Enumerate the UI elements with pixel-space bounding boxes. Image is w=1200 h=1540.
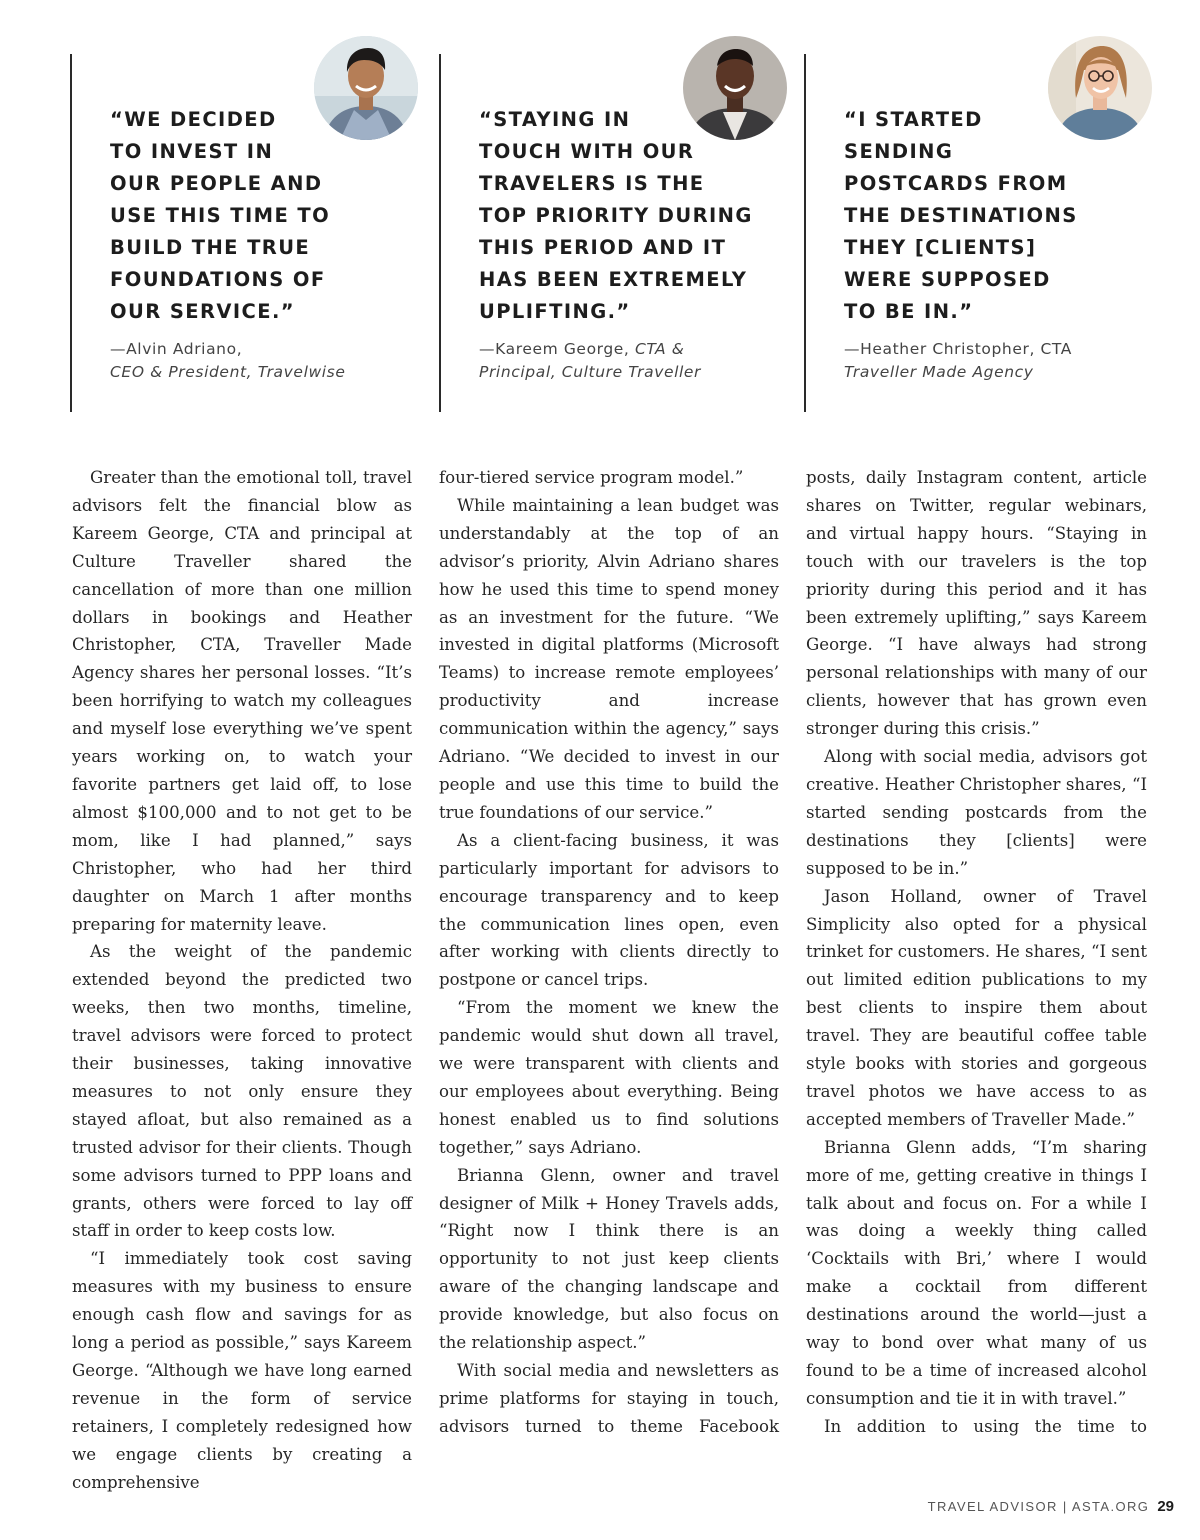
attribution-title-line1: CTA & [634, 340, 685, 358]
pull-quote-christopher [804, 54, 1154, 412]
article-column-2 [439, 464, 779, 1441]
pull-quote-attribution [479, 338, 701, 384]
paragraph: “From the moment we knew the pandemic would shut down all travel, we were transparent with clients and our employees about everything. Being honest enabled us to find solutions together,” says Adriano. [439, 998, 779, 1157]
pull-quote-attribution [844, 338, 1072, 384]
paragraph: In addition to using the time to [824, 1416, 1147, 1436]
paragraph: While maintaining a lean budget was understandably at the top of an advisor’s priority, Alvin Adriano shares how he used this time to spend money as an investment for the future. “We invested in digital platforms (Microsoft Teams) to increase remote employees’ productivity and increase communication within the agency,” says Adriano. “We decided to invest in our people and use this time to build the true foundations of our service.” [439, 495, 779, 822]
attribution-name: —Kareem George, [479, 340, 630, 358]
attribution-title-line2: Principal, Culture Traveller [479, 363, 702, 381]
attribution-name: —Alvin Adriano, [110, 340, 243, 358]
page-number: 29 [1157, 1498, 1174, 1515]
paragraph: four-tiered service program model.” [439, 468, 744, 487]
paragraph: Jason Holland, owner of Travel Simplicity also opted for a physical trinket for customers. He shares, “I sent out limited edition publications to my best clients to inspire them about travel. They are beautiful coffee table style books with stories and gorgeous travel photos we have access to as accepted members of Traveller Made.” [806, 886, 1147, 1129]
paragraph: Greater than the emotional toll, travel advisors felt the financial blow as Kareem George, CTA and principal at Culture Traveller shared the cancellation of more than one million dollars in bookings and Heather Christopher, CTA, Traveller Made Agency shares her personal losses. “It’s been horrifying to watch my colleagues and myself lose everything we’ve spent years working on, to watch your favorite partners get laid off, to lose almost $100,000 and to not get to be mom, like I had planned,” says Christopher, who had her third daughter on March 1 after months preparing for maternity leave. [72, 468, 412, 934]
attribution-name: —Heather Christopher, CTA [844, 340, 1073, 358]
paragraph: Brianna Glenn, owner and travel designer of Milk + Honey Travels adds, “Right now I think there is an opportunity to not just keep clients aware of the changing landscape and provide knowledge, but also focus on the relationship aspect.” [439, 1165, 779, 1353]
pull-quote-text: “STAYING IN TOUCH WITH OUR TRAVELERS IS THE TOP PRIORITY DURING THIS PERIOD AND IT HAS BEEN EXTREMELY UPLIFTING.” [479, 108, 753, 323]
paragraph: As a client-facing business, it was particularly important for advisors to encourage transparency and to keep the communication lines open, even after working with clients directly to postpone or cancel trips. [439, 830, 779, 990]
paragraph: posts, daily Instagram content, article shares on Twitter, regular webinars, and virtual happy hours. “Staying in touch with our travelers is the top priority during this period and it has been extremely uplifting,” says Kareem George. “I have always had strong personal relationships with many of our clients, however that has grown even stronger during this crisis.” [806, 468, 1147, 739]
attribution-title: Traveller Made Agency [844, 363, 1034, 381]
paragraph: As the weight of the pandemic extended beyond the predicted two weeks, then two months, timeline, travel advisors were forced to protect their businesses, taking innovative measures to not only ensure they stayed afloat, but also remained as a trusted advisor for their clients. Though some advisors turned to PPP loans and grants, others were forced to lay off staff in order to keep costs low. [72, 942, 412, 1241]
pull-quote-text: “I STARTED SENDING POSTCARDS FROM THE DESTINATIONS THEY [CLIENTS] WERE SUPPOSED TO BE IN.” [844, 108, 1078, 323]
pull-quote-attribution [110, 338, 345, 384]
pull-quote-adriano [70, 54, 410, 412]
paragraph: “I immediately took cost saving measures with my business to ensure enough cash flow and savings for as long a period as possible,” says Kareem George. “Although we have long earned revenue in the form of service retainers, I completely redesigned how we engage clients by creating a comprehensive [72, 1249, 412, 1492]
paragraph: With social media and newsletters as prime platforms for staying in touch, advisors turned to theme Facebook [439, 1361, 779, 1436]
paragraph: Brianna Glenn adds, “I’m sharing more of me, getting creative in things I talk about and focus on. For a while I was doing a weekly thing called ‘Cocktails with Bri,’ where I would make a cocktail from different destinations around the world—just a way to bond over what many of us found to be a time of increased alcohol consumption and tie it in with travel.” [806, 1137, 1147, 1408]
page-footer [928, 1498, 1174, 1515]
article-column-3 [806, 464, 1147, 1441]
publication-name: TRAVEL ADVISOR | ASTA.ORG [927, 1499, 1150, 1514]
paragraph: Along with social media, advisors got creative. Heather Christopher shares, “I started sending postcards from the destinations they [clients] were supposed to be in.” [806, 747, 1147, 878]
pull-quote-text: “WE DECIDED TO INVEST IN OUR PEOPLE AND USE THIS TIME TO BUILD THE TRUE FOUNDATIONS OF OUR SERVICE.” [110, 108, 331, 323]
attribution-title: CEO & President, Travelwise [110, 363, 346, 381]
article-column-1 [72, 464, 412, 1497]
pull-quote-george [439, 54, 787, 412]
